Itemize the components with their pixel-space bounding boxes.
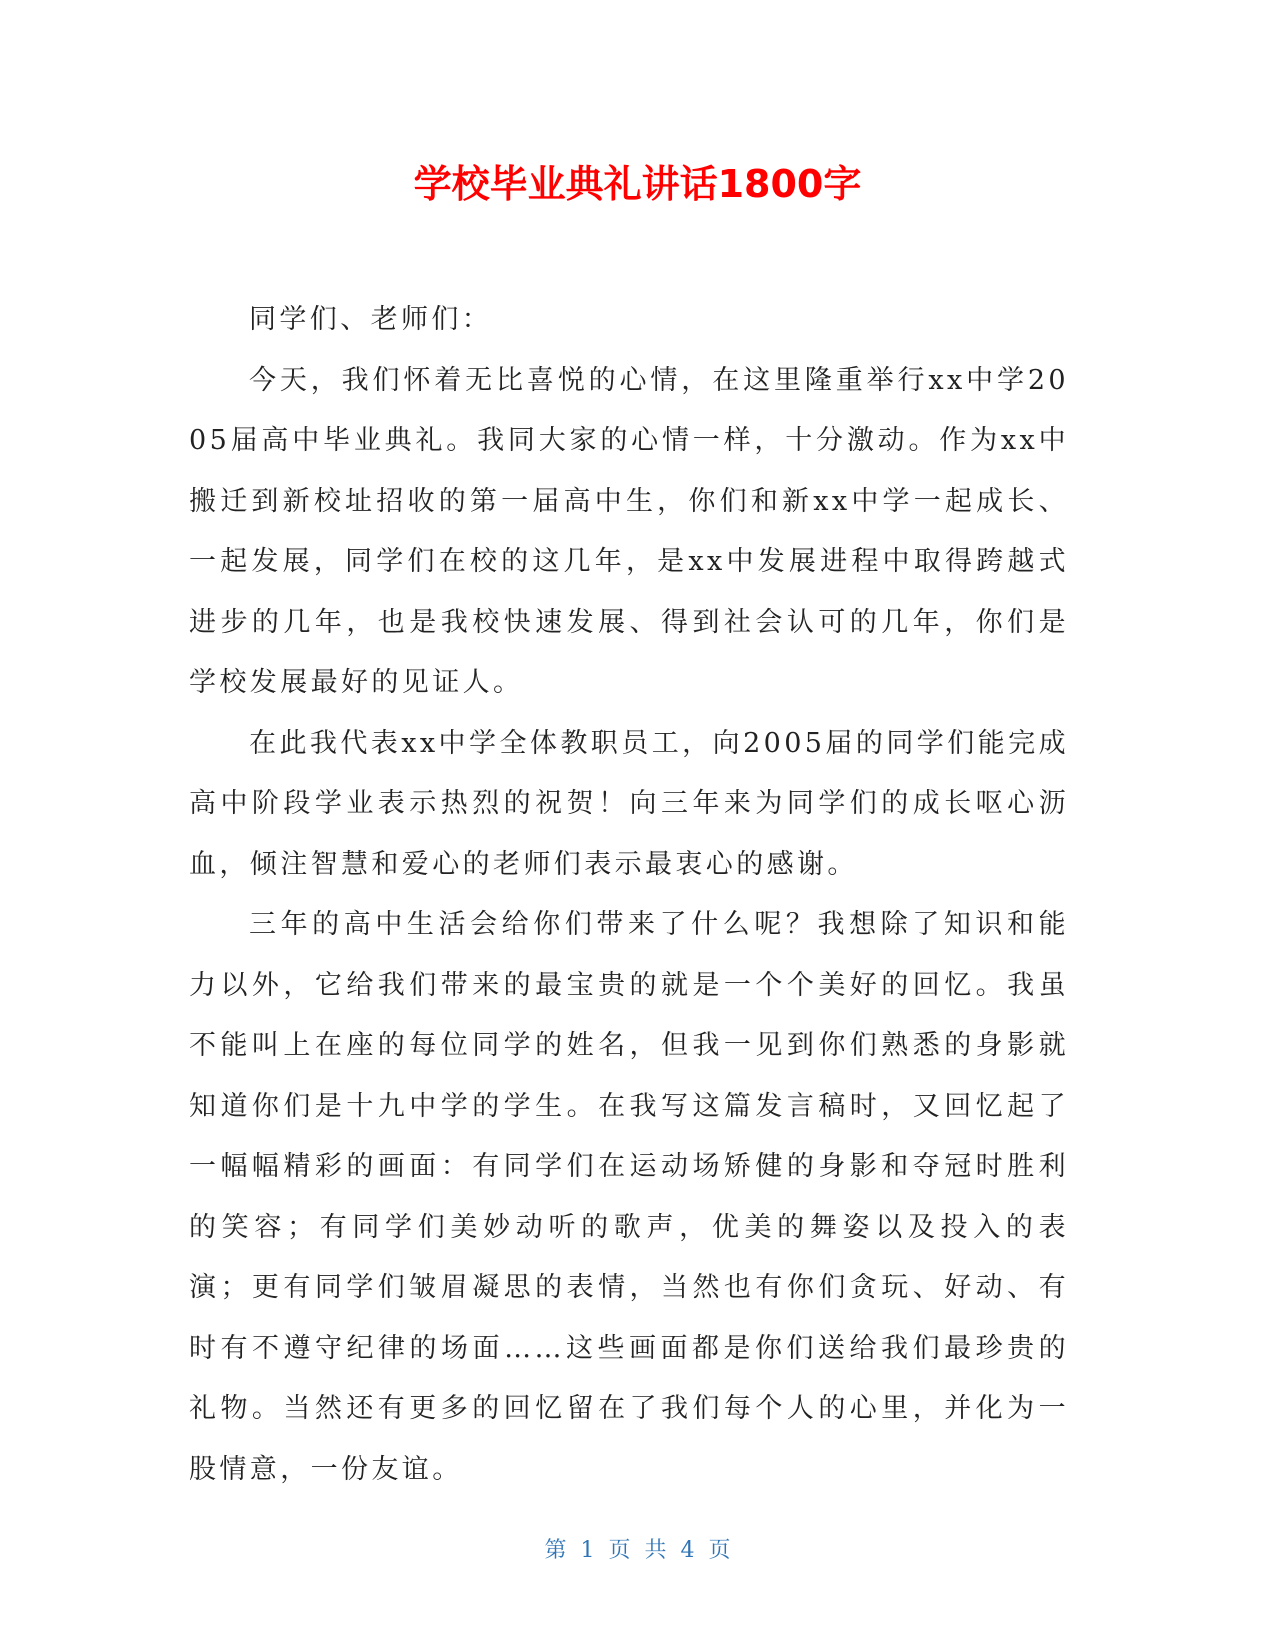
total-label: 共 [644,1538,667,1563]
paragraph-2: 在此我代表xx中学全体教职员工，向2005届的同学们能完成高中阶段学业表示热烈的祝贺！向三年来为同学们的成长呕心沥血，倾注智慧和爱心的老师们表示最衷心的感谢。 [189,727,1069,880]
page-label-prefix: 第 [544,1538,567,1563]
current-page-number: 1 [580,1538,595,1563]
salutation: 同学们、老师们： [249,304,493,335]
page-label-mid: 页 [608,1538,631,1563]
total-pages-number: 4 [680,1538,695,1563]
document-body [189,290,1069,1500]
page-label-suffix: 页 [708,1538,731,1563]
document-title: 学校毕业典礼讲话1800字 [413,162,862,206]
paragraph-3: 三年的高中生活会给你们带来了什么呢？我想除了知识和能力以外，它给我们带来的最宝贵的就是一个个美好的回忆。我虽不能叫上在座的每位同学的姓名，但我一见到你们熟悉的身影就知道你们是十九中学的学生。在我写这篇发言稿时，又回忆起了一幅幅精彩的画面：有同学们在运动场矫健的身影和夺冠时胜利的笑容；有同学们美妙动听的歌声，优美的舞姿以及投入的表演；更有同学们皱眉凝思的表情，当然也有你们贪玩、好动、有时有不遵守纪律的场面……这些画面都是你们送给我们最珍贵的礼物。当然还有更多的回忆留在了我们每个人的心里，并化为一股情意，一份友谊。 [189,909,1069,1485]
paragraph-1: 今天，我们怀着无比喜悦的心情，在这里隆重举行xx中学2005届高中毕业典礼。我同大家的心情一样，十分激动。作为xx中搬迁到新校址招收的第一届高中生，你们和新xx中学一起成长、一起发展，同学们在校的这几年，是xx中发展进程中取得跨越式进步的几年，也是我校快速发展、得到社会认可的几年，你们是学校发展最好的见证人。 [189,364,1069,698]
page-footer [0,1536,1275,1566]
